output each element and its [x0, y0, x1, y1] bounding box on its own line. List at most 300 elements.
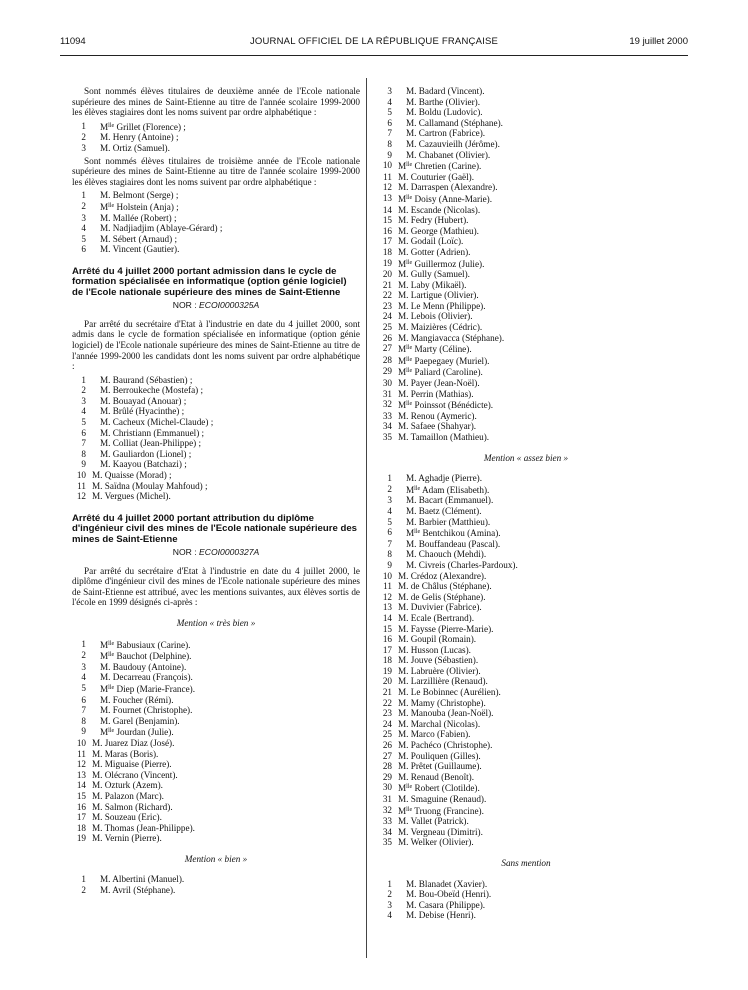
arrete-text-diplome: Par arrêté du secrétaire d'Etat à l'industrie en date du 4 juillet 2000, le diplôme d'ingénieur civil des mines de l'Ecole nationale supérieure des mines de Saint-Etienne est attribué, avec les mentions suivantes, aux élèves sortis de l'école en 1999 désignés ci-après :: [72, 565, 360, 608]
item-name: [392, 86, 674, 97]
list-item: [378, 118, 674, 129]
column-divider: [366, 78, 367, 958]
item-number: 5: [81, 682, 86, 693]
list-item: [378, 215, 674, 226]
item-name: [392, 708, 674, 719]
person-name: Gully (Samuel).: [408, 269, 470, 280]
nor-reference: [72, 300, 360, 311]
person-name: Decarreau (François).: [110, 672, 193, 683]
item-name: [392, 772, 674, 783]
item-number: 12: [382, 182, 392, 193]
person-name: Sébert (Arnaud) ;: [110, 233, 178, 244]
item-name: [392, 527, 674, 539]
person-name: Brûlé (Hyacinthe) ;: [110, 406, 185, 417]
civility: M.: [398, 300, 409, 311]
item-number: 2: [81, 650, 86, 661]
item-name: [392, 311, 674, 322]
list-item: [72, 438, 360, 449]
item-name: [392, 910, 674, 921]
civility: M.: [398, 697, 409, 708]
civility: M.: [406, 899, 417, 910]
person-name: Debise (Henri).: [416, 910, 476, 921]
civility: M.: [398, 581, 409, 592]
item-number: 33: [382, 816, 392, 827]
person-name: Darraspen (Alexandre).: [408, 182, 498, 193]
person-name: Diep (Marie-France).: [114, 683, 196, 694]
civility-superscript: lle: [406, 368, 413, 375]
nor-reference: [72, 547, 360, 558]
person-name: Pachéco (Christophe).: [408, 740, 493, 751]
civility: M.: [92, 780, 103, 791]
mention-assez-bien-heading: Mention « assez bien »: [483, 452, 569, 463]
list-item: [378, 827, 674, 838]
person-name: Fournet (Christophe).: [110, 705, 193, 716]
item-name: [392, 729, 674, 740]
civility: M: [398, 161, 407, 172]
item-name: [86, 375, 360, 386]
item-name: [392, 719, 674, 730]
civility: M.: [406, 138, 417, 149]
item-name: [86, 885, 360, 896]
person-name: Civreis (Charles-Pardoux).: [416, 559, 518, 570]
item-number: 4: [81, 672, 86, 683]
item-name: [392, 205, 674, 216]
item-name: [392, 399, 674, 411]
item-name: [86, 438, 360, 449]
item-name: [392, 128, 674, 139]
item-number: 1: [81, 374, 86, 385]
person-name: Bentchikou (Amina).: [420, 528, 501, 539]
person-name: Smaguine (Renaud).: [408, 794, 487, 804]
civility: M.: [398, 290, 409, 301]
list-item: [72, 639, 360, 651]
item-name: [392, 139, 674, 150]
list-item: [72, 672, 360, 683]
civility: M.: [398, 816, 409, 827]
person-name: Maizières (Cédric).: [408, 322, 483, 333]
item-number: 4: [387, 910, 392, 921]
civility: M.: [398, 215, 409, 226]
item-number: 26: [382, 740, 392, 751]
person-name: Foucher (Rémi).: [110, 694, 174, 705]
person-name: Holstein (Anja) ;: [114, 201, 179, 212]
civility: M: [398, 193, 407, 204]
person-name: Jouve (Sébastien).: [408, 655, 479, 666]
list-item: [378, 236, 674, 247]
list-item: [378, 421, 674, 432]
civility: M.: [406, 117, 417, 128]
person-name: Callamand (Stéphane).: [416, 117, 503, 128]
civility: M.: [398, 771, 409, 782]
person-name: Adam (Elisabeth).: [420, 484, 490, 495]
civility: M.: [406, 96, 417, 107]
civility: M.: [406, 128, 417, 139]
civility: M: [406, 528, 415, 539]
list-item: [378, 258, 674, 270]
arrete-title-diplome: Arrêté du 4 juillet 2000 portant attribution du diplôme d'ingénieur civil des mines de l'Ecole nationale supérieure des mines de Saint-Etienne: [72, 512, 358, 545]
person-name: Marco (Fabien).: [408, 729, 471, 740]
person-name: Paepegaey (Muriel).: [412, 355, 490, 366]
civility: M.: [398, 432, 409, 442]
item-name: [86, 874, 360, 885]
list-item: [72, 802, 360, 813]
list-item: [378, 592, 674, 603]
person-name: de Châlus (Stéphane).: [408, 581, 492, 592]
civility: M.: [398, 332, 409, 343]
item-name: [392, 182, 674, 193]
item-name: [86, 683, 360, 695]
item-number: 15: [382, 215, 392, 226]
item-name: [392, 827, 674, 838]
item-name: [86, 428, 360, 439]
person-name: Vergneau (Dimitri).: [408, 826, 483, 837]
item-name: [86, 749, 360, 760]
item-name: [86, 132, 360, 143]
person-name: Christiann (Emmanuel) ;: [110, 427, 205, 438]
list-item: [72, 780, 360, 791]
item-name: [392, 432, 674, 443]
nor-value: ECOI0000325A: [199, 300, 260, 311]
civility: M.: [100, 190, 111, 201]
item-name: [392, 571, 674, 582]
civility: M.: [100, 212, 111, 223]
right-column: [378, 86, 674, 923]
civility: M.: [100, 223, 111, 234]
page-header: [60, 36, 688, 50]
item-number: 16: [76, 801, 86, 812]
item-name: [392, 215, 674, 226]
civility: M.: [398, 676, 409, 687]
item-name: [392, 193, 674, 205]
list-item: [378, 128, 674, 139]
list-item: [72, 213, 360, 224]
item-name: [392, 226, 674, 237]
item-number: 11: [383, 581, 392, 592]
person-name: Crédoz (Alexandre).: [408, 570, 487, 581]
intro-third-year: Sont nommés élèves titulaires de troisième année de l'Ecole nationale supérieure des mines de Saint-Etienne au titre de l'année scolaire 1999-2000 les élèves stagiaires dont les noms suivent par ordre alphabétique :: [72, 155, 360, 187]
civility: M.: [398, 378, 409, 389]
civility: M.: [406, 86, 417, 96]
person-name: Robert (Clotilde).: [412, 783, 480, 794]
person-name: Couturier (Gaël).: [408, 171, 475, 182]
item-number: 12: [382, 591, 392, 602]
person-name: Saïdna (Moulay Mahfoud) ;: [102, 480, 208, 491]
civility: M.: [398, 623, 409, 634]
civility-superscript: lle: [406, 259, 413, 266]
list-item: [378, 687, 674, 698]
list-item: [378, 269, 674, 280]
person-name: Ortiz (Samuel).: [110, 142, 170, 153]
person-name: Lebois (Olivier).: [408, 311, 473, 322]
list-item: [378, 343, 674, 355]
item-name: [392, 794, 674, 805]
list-item: [378, 571, 674, 582]
list-item: [378, 708, 674, 719]
civility: M.: [398, 171, 409, 182]
sans-mention-heading: Sans mention: [501, 857, 551, 868]
civility: M.: [398, 182, 409, 193]
person-name: de Gelis (Stéphane).: [408, 591, 486, 602]
item-name: [86, 650, 360, 662]
civility: M.: [406, 149, 417, 160]
item-number: 21: [382, 687, 392, 698]
item-number: 2: [81, 132, 86, 143]
item-name: [86, 481, 360, 492]
civility: M.: [100, 705, 111, 716]
list-item: [378, 782, 674, 794]
civility: M.: [398, 740, 409, 751]
civility: M.: [406, 495, 417, 506]
civility: M.: [398, 410, 409, 421]
item-name: [392, 484, 674, 496]
item-number: 18: [382, 655, 392, 666]
item-name: [86, 695, 360, 706]
list-bien-continued: [378, 86, 674, 443]
person-name: Colliat (Jean-Philippe) ;: [110, 438, 202, 449]
civility: M.: [398, 612, 409, 623]
item-number: 3: [387, 86, 392, 96]
list-item: [378, 193, 674, 205]
list-item: [378, 879, 674, 890]
person-name: Miguaise (Pierre).: [102, 759, 172, 770]
item-number: 9: [81, 459, 86, 470]
item-number: 22: [382, 697, 392, 708]
item-number: 30: [382, 378, 392, 389]
civility: M.: [100, 427, 111, 438]
item-name: [86, 459, 360, 470]
item-name: [86, 143, 360, 154]
person-name: Faysse (Pierre-Marie).: [408, 623, 494, 634]
person-name: Prêtet (Guillaume).: [408, 761, 482, 772]
civility-superscript: lle: [406, 194, 413, 201]
civility: M: [398, 355, 407, 366]
civility: M.: [406, 910, 417, 921]
civility-superscript: lle: [406, 401, 413, 408]
civility: M.: [398, 826, 409, 837]
list-item: [378, 366, 674, 378]
item-name: [86, 738, 360, 749]
item-number: 3: [387, 495, 392, 506]
item-name: [392, 506, 674, 517]
item-name: [392, 258, 674, 270]
list-item: [378, 506, 674, 517]
item-name: [86, 201, 360, 213]
person-name: Baetz (Clément).: [416, 505, 482, 516]
item-number: 7: [81, 705, 86, 716]
list-item: [72, 726, 360, 738]
item-number: 2: [81, 385, 86, 396]
civility: M: [398, 367, 407, 378]
item-number: 14: [382, 204, 392, 215]
list-item: [378, 495, 674, 506]
civility: M.: [100, 132, 111, 143]
item-number: 2: [387, 889, 392, 900]
person-name: Goupil (Romain).: [408, 634, 477, 645]
list-item: [378, 527, 674, 539]
nor-value: ECOI0000327A: [199, 547, 260, 558]
item-number: 7: [81, 438, 86, 449]
civility: M.: [398, 388, 409, 399]
civility: M.: [100, 438, 111, 449]
civility: M.: [398, 644, 409, 655]
civility: M.: [398, 225, 409, 236]
person-name: Berroukeche (Mostefa) ;: [110, 385, 204, 396]
item-number: 17: [382, 644, 392, 655]
person-name: Truong (Francine).: [412, 805, 484, 816]
civility: M.: [100, 417, 111, 428]
left-column: [72, 86, 360, 898]
person-name: Vernin (Pierre).: [102, 833, 162, 844]
list-item: [72, 662, 360, 673]
list-item: [72, 770, 360, 781]
person-name: Barbier (Matthieu).: [416, 516, 491, 527]
item-name: [392, 160, 674, 172]
list-sans-mention: [378, 879, 674, 921]
item-name: [86, 802, 360, 813]
civility-superscript: lle: [108, 684, 115, 691]
civility: M.: [92, 833, 103, 844]
item-name: [86, 213, 360, 224]
item-number: 3: [81, 661, 86, 672]
list-item: [378, 655, 674, 666]
person-name: Thomas (Jean-Philippe).: [102, 822, 195, 833]
civility: M.: [398, 718, 409, 729]
item-name: [392, 761, 674, 772]
civility: M.: [92, 470, 103, 481]
list-item: [378, 389, 674, 400]
item-name: [392, 634, 674, 645]
list-assez-bien: [378, 473, 674, 848]
person-name: Fedry (Hubert).: [408, 215, 469, 226]
person-name: Perrin (Mathias).: [408, 388, 474, 399]
list-bien-start: [72, 874, 360, 895]
item-number: 24: [382, 311, 392, 322]
person-name: Labruère (Olivier).: [408, 665, 481, 676]
civility: M: [100, 201, 109, 212]
item-number: 23: [382, 300, 392, 311]
person-name: Escande (Nicolas).: [408, 204, 481, 215]
civility: M: [398, 805, 407, 816]
list-item: [378, 581, 674, 592]
item-name: [392, 900, 674, 911]
civility: M.: [100, 661, 111, 672]
list-item: [72, 190, 360, 201]
person-name: Guillermoz (Julie).: [412, 258, 485, 269]
civility: M.: [398, 279, 409, 290]
person-name: Maras (Boris).: [102, 748, 159, 759]
civility-superscript: lle: [108, 652, 115, 659]
item-number: 34: [382, 826, 392, 837]
item-number: 6: [387, 117, 392, 128]
list-item: [72, 823, 360, 834]
person-name: Barthe (Olivier).: [416, 96, 480, 107]
item-name: [392, 740, 674, 751]
list-item: [72, 470, 360, 481]
item-number: 8: [81, 448, 86, 459]
civility-superscript: lle: [406, 345, 413, 352]
list-item: [72, 234, 360, 245]
list-item: [378, 378, 674, 389]
item-number: 29: [382, 771, 392, 782]
person-name: Souzeau (Eric).: [102, 812, 162, 823]
arrete-title-informatique: Arrêté du 4 juillet 2000 portant admission dans le cycle de formation spécialisée en informatique (option génie logiciel) de l'Ecole nationale supérieure des mines de Saint-Etienne: [72, 265, 347, 298]
list-item: [72, 791, 360, 802]
item-number: 7: [387, 538, 392, 549]
list-item: [378, 729, 674, 740]
person-name: Bou-Obeïd (Henri).: [416, 889, 492, 900]
list-item: [378, 311, 674, 322]
civility: M.: [398, 761, 409, 772]
nor-label: NOR :: [172, 547, 197, 558]
item-number: 3: [81, 142, 86, 153]
civility: M: [398, 400, 407, 411]
item-number: 24: [382, 718, 392, 729]
person-name: Bouffandeau (Pascal).: [416, 538, 501, 549]
item-name: [86, 662, 360, 673]
item-name: [392, 236, 674, 247]
item-number: 5: [387, 107, 392, 118]
list-item: [378, 666, 674, 677]
item-number: 1: [81, 874, 86, 885]
civility: M.: [398, 591, 409, 602]
item-number: 34: [382, 421, 392, 432]
item-number: 4: [81, 223, 86, 234]
list-item: [72, 481, 360, 492]
civility: M.: [100, 672, 111, 683]
person-name: Nadjiadjim (Ablaye-Gérard) ;: [110, 223, 223, 234]
page-number: 11094: [60, 36, 86, 47]
civility: M.: [398, 236, 409, 247]
item-name: [392, 751, 674, 762]
item-name: [86, 672, 360, 683]
item-number: 27: [382, 750, 392, 761]
item-name: [392, 549, 674, 560]
civility: M.: [92, 480, 103, 491]
list-item: [72, 244, 360, 255]
journal-title: JOURNAL OFFICIEL DE LA RÉPUBLIQUE FRANÇAISE: [249, 36, 499, 47]
item-name: [86, 406, 360, 417]
list-item: [378, 698, 674, 709]
person-name: Doisy (Anne-Marie).: [412, 193, 493, 204]
list-item: [378, 247, 674, 258]
item-name: [86, 639, 360, 651]
item-number: 11: [77, 480, 86, 491]
item-number: 7: [387, 128, 392, 139]
civility: M.: [398, 634, 409, 645]
list-third-year: [72, 190, 360, 255]
person-name: Cazauvieilh (Jérôme).: [416, 138, 500, 149]
civility: M.: [406, 889, 417, 900]
civility: M.: [398, 322, 409, 333]
civility-superscript: lle: [406, 162, 413, 169]
list-item: [378, 676, 674, 687]
arrete-text-informatique: Par arrêté du secrétaire d'Etat à l'industrie en date du 4 juillet 2000, sont admis dans le cycle de formation spécialisée en informatique (option génie logiciel) de l'Ecole nationale supérieure des mines de Saint-Etienne au titre de l'année 1999-2000 les candidats dont les noms suivent par ordre alphabétique :: [72, 318, 360, 372]
civility: M: [100, 121, 109, 132]
item-number: 31: [382, 388, 392, 399]
item-number: 15: [382, 623, 392, 634]
item-name: [86, 823, 360, 834]
item-number: 11: [383, 171, 392, 182]
item-number: 10: [76, 737, 86, 748]
person-name: Le Bobinnec (Aurélien).: [408, 687, 501, 698]
item-name: [86, 491, 360, 502]
civility: M.: [398, 311, 409, 322]
person-name: George (Mathieu).: [408, 225, 479, 236]
item-name: [392, 366, 674, 378]
civility: M.: [398, 729, 409, 740]
civility: M: [100, 727, 109, 738]
list-item: [378, 794, 674, 805]
